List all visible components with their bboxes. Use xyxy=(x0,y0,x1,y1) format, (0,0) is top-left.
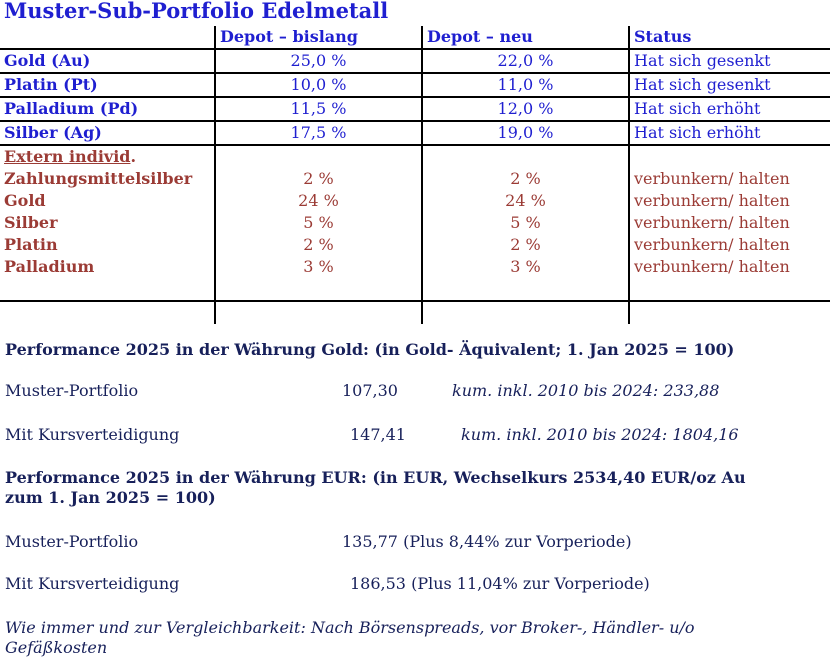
table-empty-row xyxy=(0,301,830,324)
row-old: 5 % xyxy=(215,212,422,234)
table-row xyxy=(0,212,830,234)
row-status: verbunkern/ halten xyxy=(629,168,830,190)
performance-eur-heading-line2: zum 1. Jan 2025 = 100) xyxy=(5,488,216,507)
row-old: 10,0 % xyxy=(215,73,422,97)
row-new: 5 % xyxy=(422,212,629,234)
table-row xyxy=(0,49,830,73)
performance-eur-heading-line1: Performance 2025 in der Währung EUR: (in EUR, Wechselkurs 2534,40 EUR/oz Au xyxy=(5,468,746,487)
table-row xyxy=(0,97,830,121)
row-status: verbunkern/ halten xyxy=(629,234,830,256)
table-row xyxy=(0,168,830,190)
row-name: Zahlungsmittelsilber xyxy=(4,169,193,188)
table-row xyxy=(0,73,830,97)
gold-kurs-label: Mit Kursverteidigung xyxy=(5,425,180,444)
row-status: Hat sich erhöht xyxy=(629,97,830,121)
performance-gold-heading: Performance 2025 in der Währung Gold: (in Gold- Äquivalent; 1. Jan 2025 = 100) xyxy=(5,340,735,359)
row-new: 12,0 % xyxy=(422,97,629,121)
row-name: Palladium (Pd) xyxy=(0,97,215,121)
row-new: 19,0 % xyxy=(422,121,629,145)
row-old: 17,5 % xyxy=(215,121,422,145)
row-status: Hat sich gesenkt xyxy=(629,49,830,73)
row-status: verbunkern/ halten xyxy=(629,190,830,212)
eur-muster-label: Muster-Portfolio xyxy=(5,532,139,551)
row-status: verbunkern/ halten xyxy=(629,256,830,278)
extern-label-row xyxy=(0,145,830,168)
header-cell-name xyxy=(0,26,215,49)
row-old: 25,0 % xyxy=(215,49,422,73)
table-row xyxy=(0,190,830,212)
header-cell-old: Depot – bislang xyxy=(215,26,422,49)
header-cell-status: Status xyxy=(629,26,830,49)
row-new: 11,0 % xyxy=(422,73,629,97)
row-name: Platin (Pt) xyxy=(0,73,215,97)
row-new: 22,0 % xyxy=(422,49,629,73)
table-row xyxy=(0,256,830,278)
eur-muster-value: 135,77 (Plus 8,44% zur Vorperiode) xyxy=(342,532,632,551)
table-empty-row xyxy=(0,278,830,301)
table-row xyxy=(0,234,830,256)
gold-muster-cumulative: kum. inkl. 2010 bis 2024: 233,88 xyxy=(452,381,720,400)
row-status: verbunkern/ halten xyxy=(629,212,830,234)
extern-label-dot: . xyxy=(130,147,137,166)
gold-kurs-cumulative: kum. inkl. 2010 bis 2024: 1804,16 xyxy=(461,425,739,444)
footnote-line2: Gefäßkosten xyxy=(5,638,108,657)
row-old: 2 % xyxy=(215,234,422,256)
row-new: 3 % xyxy=(422,256,629,278)
row-new: 24 % xyxy=(422,190,629,212)
gold-muster-label: Muster-Portfolio xyxy=(5,381,139,400)
header-cell-new: Depot – neu xyxy=(422,26,629,49)
gold-kurs-value: 147,41 xyxy=(350,425,406,444)
row-name: Silber xyxy=(4,213,58,232)
footnote-line1: Wie immer und zur Vergleichbarkeit: Nach Börsenspreads, vor Broker-, Händler- u/o xyxy=(5,618,695,637)
row-status: Hat sich gesenkt xyxy=(629,73,830,97)
row-name: Silber (Ag) xyxy=(0,121,215,145)
table-header-row xyxy=(0,26,830,49)
row-old: 3 % xyxy=(215,256,422,278)
row-old: 11,5 % xyxy=(215,97,422,121)
row-old: 24 % xyxy=(215,190,422,212)
row-name: Palladium xyxy=(4,257,95,276)
eur-kurs-label: Mit Kursverteidigung xyxy=(5,574,180,593)
eur-kurs-value: 186,53 (Plus 11,04% zur Vorperiode) xyxy=(350,574,650,593)
row-status: Hat sich erhöht xyxy=(629,121,830,145)
gold-muster-value: 107,30 xyxy=(342,381,398,400)
table-row xyxy=(0,121,830,145)
row-name: Platin xyxy=(4,235,58,254)
row-new: 2 % xyxy=(422,168,629,190)
row-name: Gold (Au) xyxy=(0,49,215,73)
row-name: Gold xyxy=(4,191,46,210)
row-old: 2 % xyxy=(215,168,422,190)
row-new: 2 % xyxy=(422,234,629,256)
page-title: Muster-Sub-Portfolio Edelmetall xyxy=(4,0,389,23)
portfolio-table xyxy=(0,26,830,324)
extern-label: Extern individ xyxy=(4,147,131,166)
